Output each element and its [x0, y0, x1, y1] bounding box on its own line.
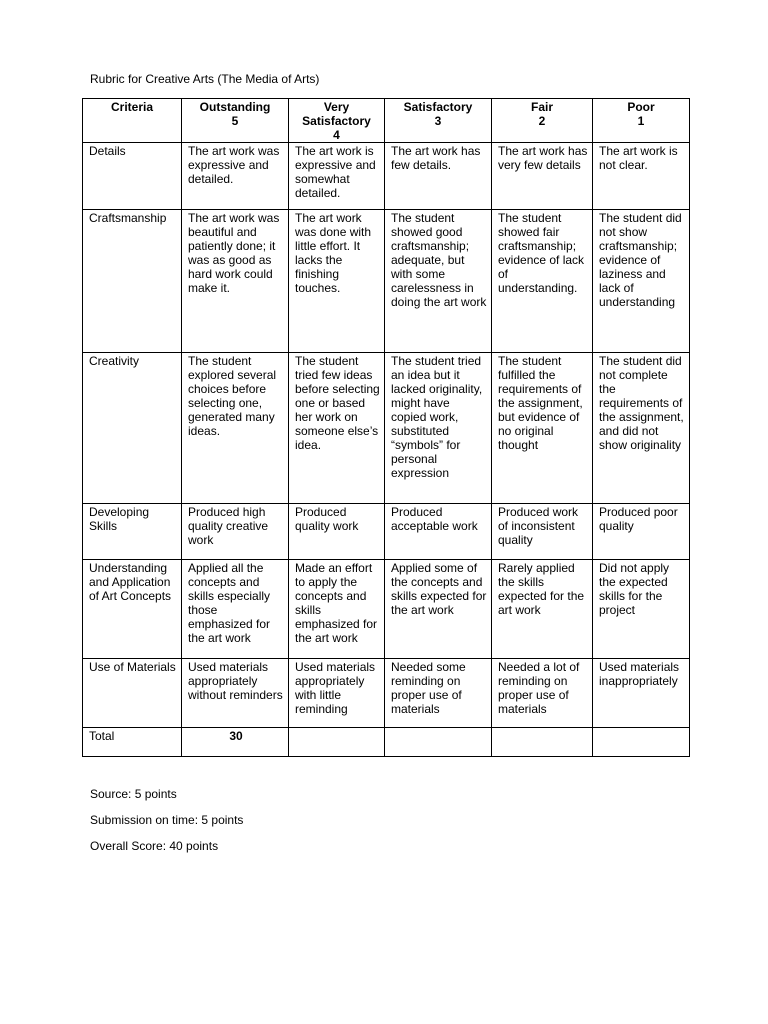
rubric-cell: Produced high quality creative work [182, 504, 289, 560]
level-header-outstanding [182, 99, 289, 143]
rubric-cell: Did not apply the expected skills for the project [593, 560, 690, 659]
criterion-label: Details [83, 143, 182, 210]
level-points: 2 [538, 114, 546, 128]
rubric-table [82, 98, 690, 757]
total-score: 30 [182, 728, 289, 757]
rubric-row-understanding-application [83, 560, 690, 659]
rubric-cell: The art work was beautiful and patiently done; it was as good as hard work could make it. [182, 210, 289, 353]
rubric-cell: The art work was done with little effort. It lacks the finishing touches. [289, 210, 385, 353]
level-points: 4 [333, 128, 340, 142]
rubric-cell: The student tried few ideas before selecting one or based her work on someone else’s idea. [289, 353, 385, 504]
level-label: Satisfactory [403, 100, 473, 114]
criterion-label: Craftsmanship [83, 210, 182, 353]
rubric-cell: Used materials appropriately with little reminding [289, 659, 385, 728]
level-header-poor [593, 99, 690, 143]
rubric-cell: The student did not complete the requirements of the assignment, and did not show originality [593, 353, 690, 504]
criterion-label: Understanding and Application of Art Concepts [83, 560, 182, 659]
rubric-cell: Needed some reminding on proper use of materials [385, 659, 492, 728]
criteria-column-header: Criteria [83, 99, 182, 143]
rubric-cell: Used materials inappropriately [593, 659, 690, 728]
document-title: Rubric for Creative Arts (The Media of Arts) [90, 72, 320, 86]
level-label: Very Satisfactory [302, 100, 371, 128]
level-label: Outstanding [199, 100, 271, 114]
rubric-cell: Produced quality work [289, 504, 385, 560]
empty-cell [492, 728, 593, 757]
criterion-label: Creativity [83, 353, 182, 504]
rubric-cell: Produced work of inconsistent quality [492, 504, 593, 560]
level-header-very-satisfactory [289, 99, 385, 143]
total-row [83, 728, 690, 757]
rubric-cell: The student did not show craftsmanship; evidence of laziness and lack of understanding [593, 210, 690, 353]
level-points: 3 [434, 114, 442, 128]
header-row [83, 99, 690, 143]
criterion-label: Use of Materials [83, 659, 182, 728]
rubric-row-creativity [83, 353, 690, 504]
rubric-cell: The student showed good craftsmanship; adequate, but with some carelessness in doing the art work [385, 210, 492, 353]
level-header-fair [492, 99, 593, 143]
level-points: 5 [231, 114, 239, 128]
footer-overall-score: Overall Score: 40 points [90, 839, 219, 853]
rubric-cell: The student tried an idea but it lacked originality, might have copied work, substituted “symbols” for personal expression [385, 353, 492, 504]
rubric-cell: The student explored several choices before selecting one, generated many ideas. [182, 353, 289, 504]
empty-cell [385, 728, 492, 757]
rubric-cell: The student fulfilled the requirements of the assignment, but evidence of no original thought [492, 353, 593, 504]
rubric-cell: Used materials appropriately without reminders [182, 659, 289, 728]
rubric-row-developing-skills [83, 504, 690, 560]
rubric-row-details [83, 143, 690, 210]
rubric-cell: The art work is not clear. [593, 143, 690, 210]
rubric-cell: The art work is expressive and somewhat detailed. [289, 143, 385, 210]
total-label: Total [83, 728, 182, 757]
footer-submission: Submission on time: 5 points [90, 813, 244, 827]
footer-source: Source: 5 points [90, 787, 177, 801]
level-points: 1 [637, 114, 645, 128]
rubric-cell: Applied some of the concepts and skills expected for the art work [385, 560, 492, 659]
rubric-cell: Produced poor quality [593, 504, 690, 560]
level-label: Poor [627, 100, 655, 114]
rubric-cell: The art work has few details. [385, 143, 492, 210]
rubric-cell: Applied all the concepts and skills especially those emphasized for the art work [182, 560, 289, 659]
empty-cell [593, 728, 690, 757]
level-label: Fair [530, 100, 553, 114]
rubric-cell: The student showed fair craftsmanship; evidence of lack of understanding. [492, 210, 593, 353]
rubric-cell: Rarely applied the skills expected for the art work [492, 560, 593, 659]
rubric-row-use-of-materials [83, 659, 690, 728]
rubric-row-craftsmanship [83, 210, 690, 353]
rubric-cell: Produced acceptable work [385, 504, 492, 560]
criterion-label: Developing Skills [83, 504, 182, 560]
rubric-cell: The art work has very few details [492, 143, 593, 210]
rubric-cell: Made an effort to apply the concepts and skills emphasized for the art work [289, 560, 385, 659]
rubric-cell: The art work was expressive and detailed. [182, 143, 289, 210]
rubric-cell: Needed a lot of reminding on proper use of materials [492, 659, 593, 728]
level-header-satisfactory [385, 99, 492, 143]
empty-cell [289, 728, 385, 757]
